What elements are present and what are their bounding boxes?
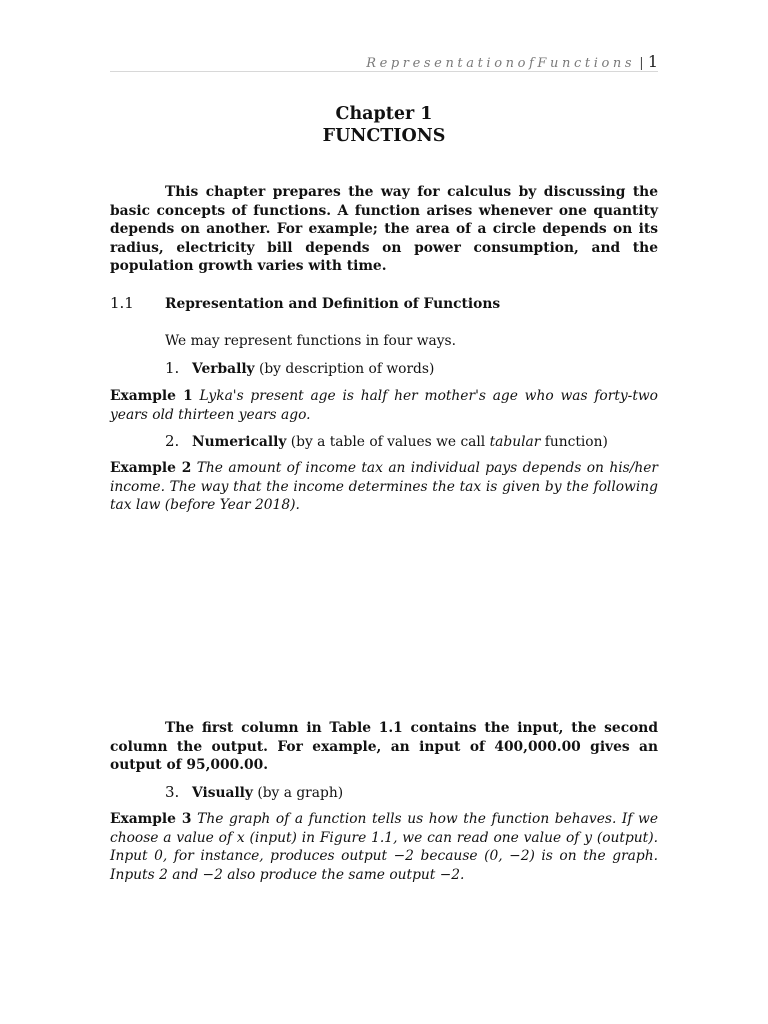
example-label: Example 1 <box>110 388 193 404</box>
item-rest: (by a graph) <box>252 785 344 801</box>
item-italic: tabular <box>489 434 541 450</box>
item-rest-after: function) <box>540 434 608 450</box>
item-rest: (by description of words) <box>254 361 435 377</box>
note-bold-input: input <box>517 720 559 736</box>
chapter-label: Chapter 1 <box>335 104 433 124</box>
example-3 <box>110 810 658 884</box>
header-rule <box>110 71 658 72</box>
example-text: The graph of a function tells us how the function behaves. If we choose a value of x (input) in Figure 1.1, we can read one value of y (output). Input 0, for instance, produces output −2 because (0, −2) is on the graph. Inputs 2 and −2 also produce the same output −2. <box>110 811 659 883</box>
page-number: 1 <box>647 52 658 71</box>
example-label: Example 2 <box>110 460 192 476</box>
ways-intro: We may represent functions in four ways. <box>165 333 456 349</box>
example-label: Example 3 <box>110 811 192 827</box>
item-bold: Numerically <box>192 434 287 450</box>
example-text: Lyka's present age is half her mother's age who was forty-two years old thirteen years ago. <box>110 388 658 423</box>
list-item-numerically <box>165 431 608 452</box>
table-note-paragraph <box>110 719 658 775</box>
item-bold: Verbally <box>192 361 255 377</box>
item-number: 1. <box>165 359 180 377</box>
running-header <box>110 52 658 71</box>
item-number: 2. <box>165 432 180 450</box>
list-item-verbally <box>165 358 434 379</box>
note-text: The first column in Table 1.1 contains the <box>165 720 518 736</box>
example-1 <box>110 387 658 424</box>
example-2 <box>110 459 658 515</box>
example-text: The amount of income tax an individual pays depends on his/her income. The way that the income determines the tax is given by the following tax law (before Year 2018). <box>110 460 658 514</box>
intro-paragraph: This chapter prepares the way for calculus by discussing the basic concepts of functions. A function arises whenever one quantity depends on another. For example; the area of a circle depends on its radius, electricity bill depends on power consumption, and the population growth varies with time. <box>110 184 658 275</box>
note-text: . For example, an input of 400,000.00 gives an output of 95,000.00. <box>110 738 658 774</box>
running-title: RepresentationofFunctions <box>366 56 636 71</box>
section-number: 1.1 <box>110 294 134 312</box>
section-title: Representation and Definition of Functions <box>165 296 501 312</box>
item-number: 3. <box>165 783 180 801</box>
chapter-heading <box>110 103 658 147</box>
item-rest-before: (by a table of values we call <box>286 434 490 450</box>
note-bold-output: output <box>211 738 264 755</box>
list-item-visually <box>165 782 343 803</box>
section-heading <box>110 293 658 314</box>
note-text: , the second column the <box>110 720 658 755</box>
item-bold: Visually <box>192 785 253 801</box>
header-separator: | <box>639 56 644 71</box>
chapter-title: FUNCTIONS <box>322 126 446 146</box>
